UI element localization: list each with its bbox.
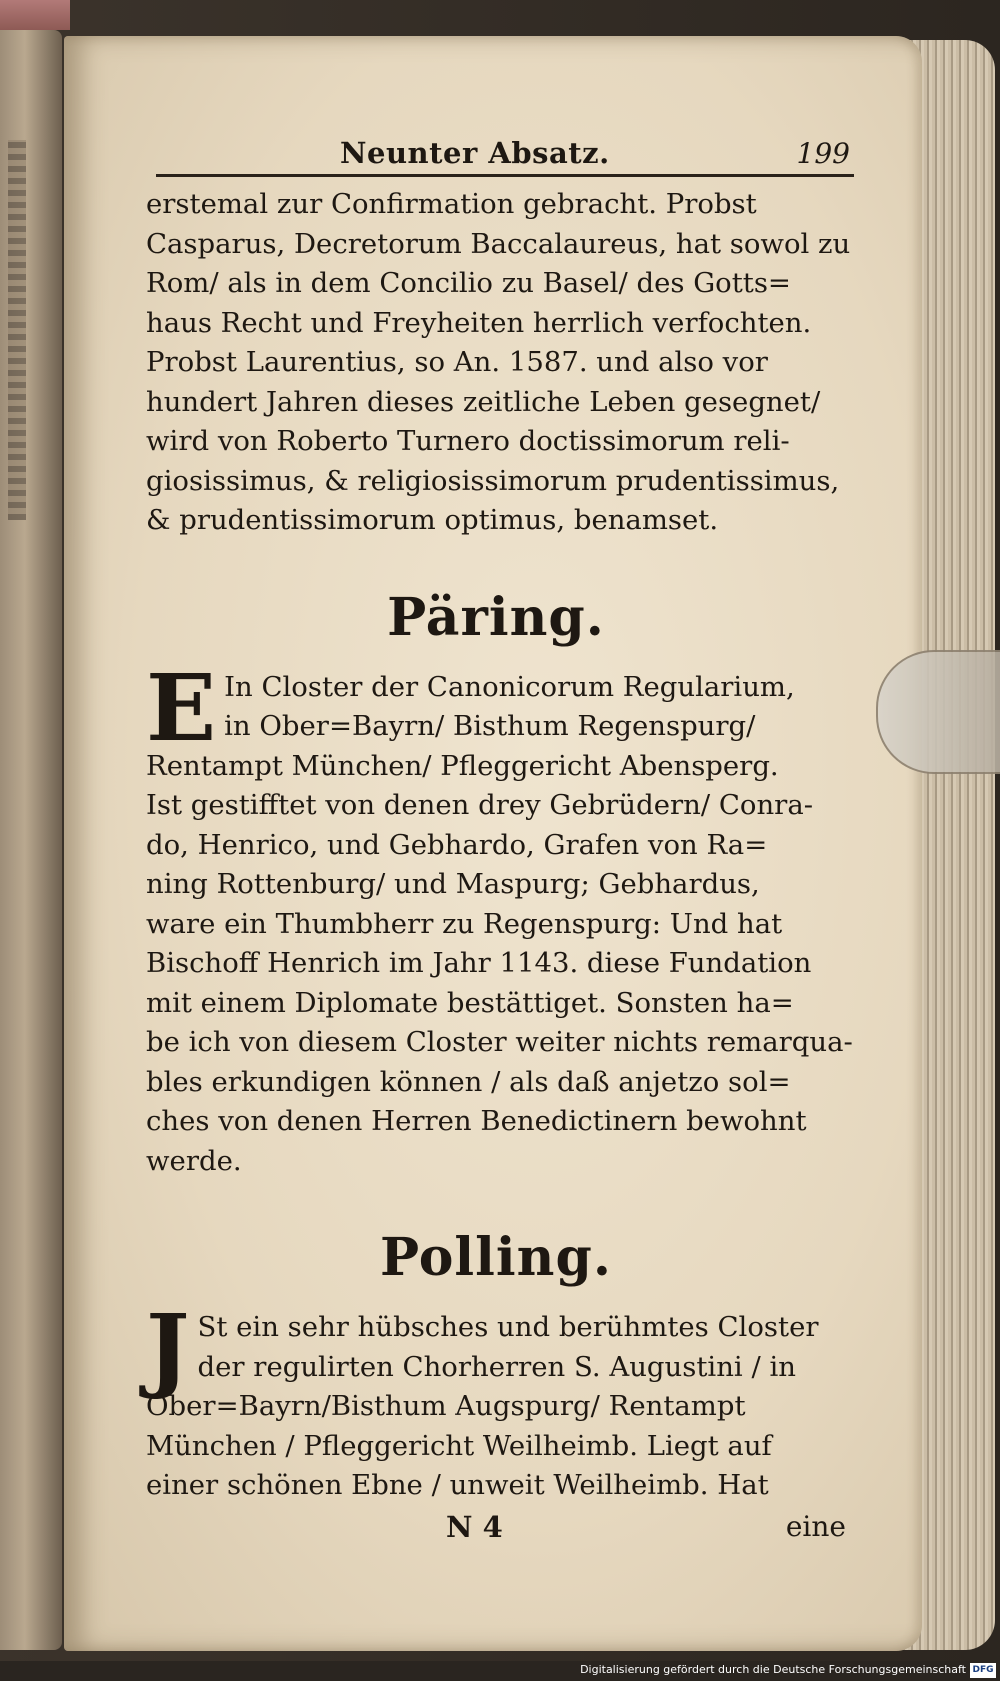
dfg-logo: DFG (970, 1663, 996, 1678)
book-page (64, 36, 922, 1651)
section-heading-paring: Päring. (387, 586, 605, 648)
text-line: & prudentissimorum optimus, benamset. (146, 504, 719, 536)
signature-mark: N 4 (446, 1509, 503, 1544)
text-line: in Ober=Bayrn/ Bisthum Regenspurg/ (224, 710, 756, 742)
running-header (156, 136, 854, 177)
text-line: mit einem Diplomate bestättiget. Sonsten ha= (146, 986, 794, 1019)
left-page-strip (8, 140, 26, 520)
page-foot (146, 1510, 846, 1552)
text-line: München / Pfleggericht Weilheimb. Liegt auf (146, 1429, 772, 1462)
text-line: St ein sehr hübsches und berühmtes Closter (197, 1311, 819, 1343)
text-line: ches von denen Herren Benedictinern bewohnt (146, 1105, 807, 1137)
page-number: 199 (796, 137, 850, 170)
funding-credit: Digitalisierung gefördert durch die Deutsche Forschungsgemeinschaft (580, 1663, 966, 1676)
text-line: einer schönen Ebne / unweit Weilheimb. Hat (146, 1469, 769, 1501)
text-line: ware ein Thumbherr zu Regenspurg: Und hat (146, 907, 783, 940)
text-line: erstemal zur Confirmation gebracht. Probst (146, 188, 757, 220)
text-line: bles erkundigen können / als daß anjetzo sol= (146, 1065, 791, 1098)
previous-page-edge (0, 30, 62, 1650)
text-line: Probst Laurentius, so An. 1587. und also vor (146, 346, 768, 378)
text-line: wird von Roberto Turnero doctissimorum reli- (146, 425, 790, 457)
text-line: Rom/ als in dem Concilio zu Basel/ des Gotts= (146, 267, 791, 299)
section-heading-polling: Polling. (380, 1227, 612, 1288)
drop-cap: E (146, 653, 217, 762)
text-line: Casparus, Decretorum Baccalaureus, hat sowol zu (146, 227, 851, 260)
catchword: eine (785, 1509, 846, 1543)
drop-cap: J (146, 1294, 190, 1402)
text-line: Ist gestifftet von denen drey Gebrüdern/ Conra- (146, 789, 814, 821)
text-line: do, Henrico, und Gebhardo, Grafen von Ra= (146, 828, 768, 861)
text-line: Ober=Bayrn/Bisthum Augspurg/ Rentampt (146, 1390, 746, 1422)
binding-corner (0, 0, 70, 30)
section-polling-body (146, 1294, 846, 1506)
text-line: ning Rottenburg/ und Maspurg; Gebhardus, (146, 868, 760, 900)
header-title: Neunter Absatz. (340, 136, 610, 170)
text-line: der regulirten Chorherren S. Augustini / in (197, 1350, 796, 1383)
text-line: giosissimus, & religiosissimorum prudentissimus, (146, 464, 840, 497)
footer-bar (0, 1661, 1000, 1681)
intro-paragraph (146, 185, 851, 541)
book-clamp (876, 650, 1000, 774)
text-line: hundert Jahren dieses zeitliche Leben gesegnet/ (146, 385, 821, 418)
text-line: Rentampt München/ Pfleggericht Abensperg. (146, 749, 779, 782)
text-line: haus Recht und Freyheiten herrlich verfochten. (146, 306, 812, 339)
text-line: Bischoff Henrich im Jahr 1143. diese Fundation (146, 947, 812, 979)
text-line: In Closter der Canonicorum Regularium, (224, 670, 795, 703)
page-content (146, 136, 853, 1552)
section-paring-body (146, 653, 853, 1182)
text-line: werde. (146, 1144, 242, 1177)
text-line: be ich von diesem Closter weiter nichts remarqua- (146, 1026, 853, 1058)
